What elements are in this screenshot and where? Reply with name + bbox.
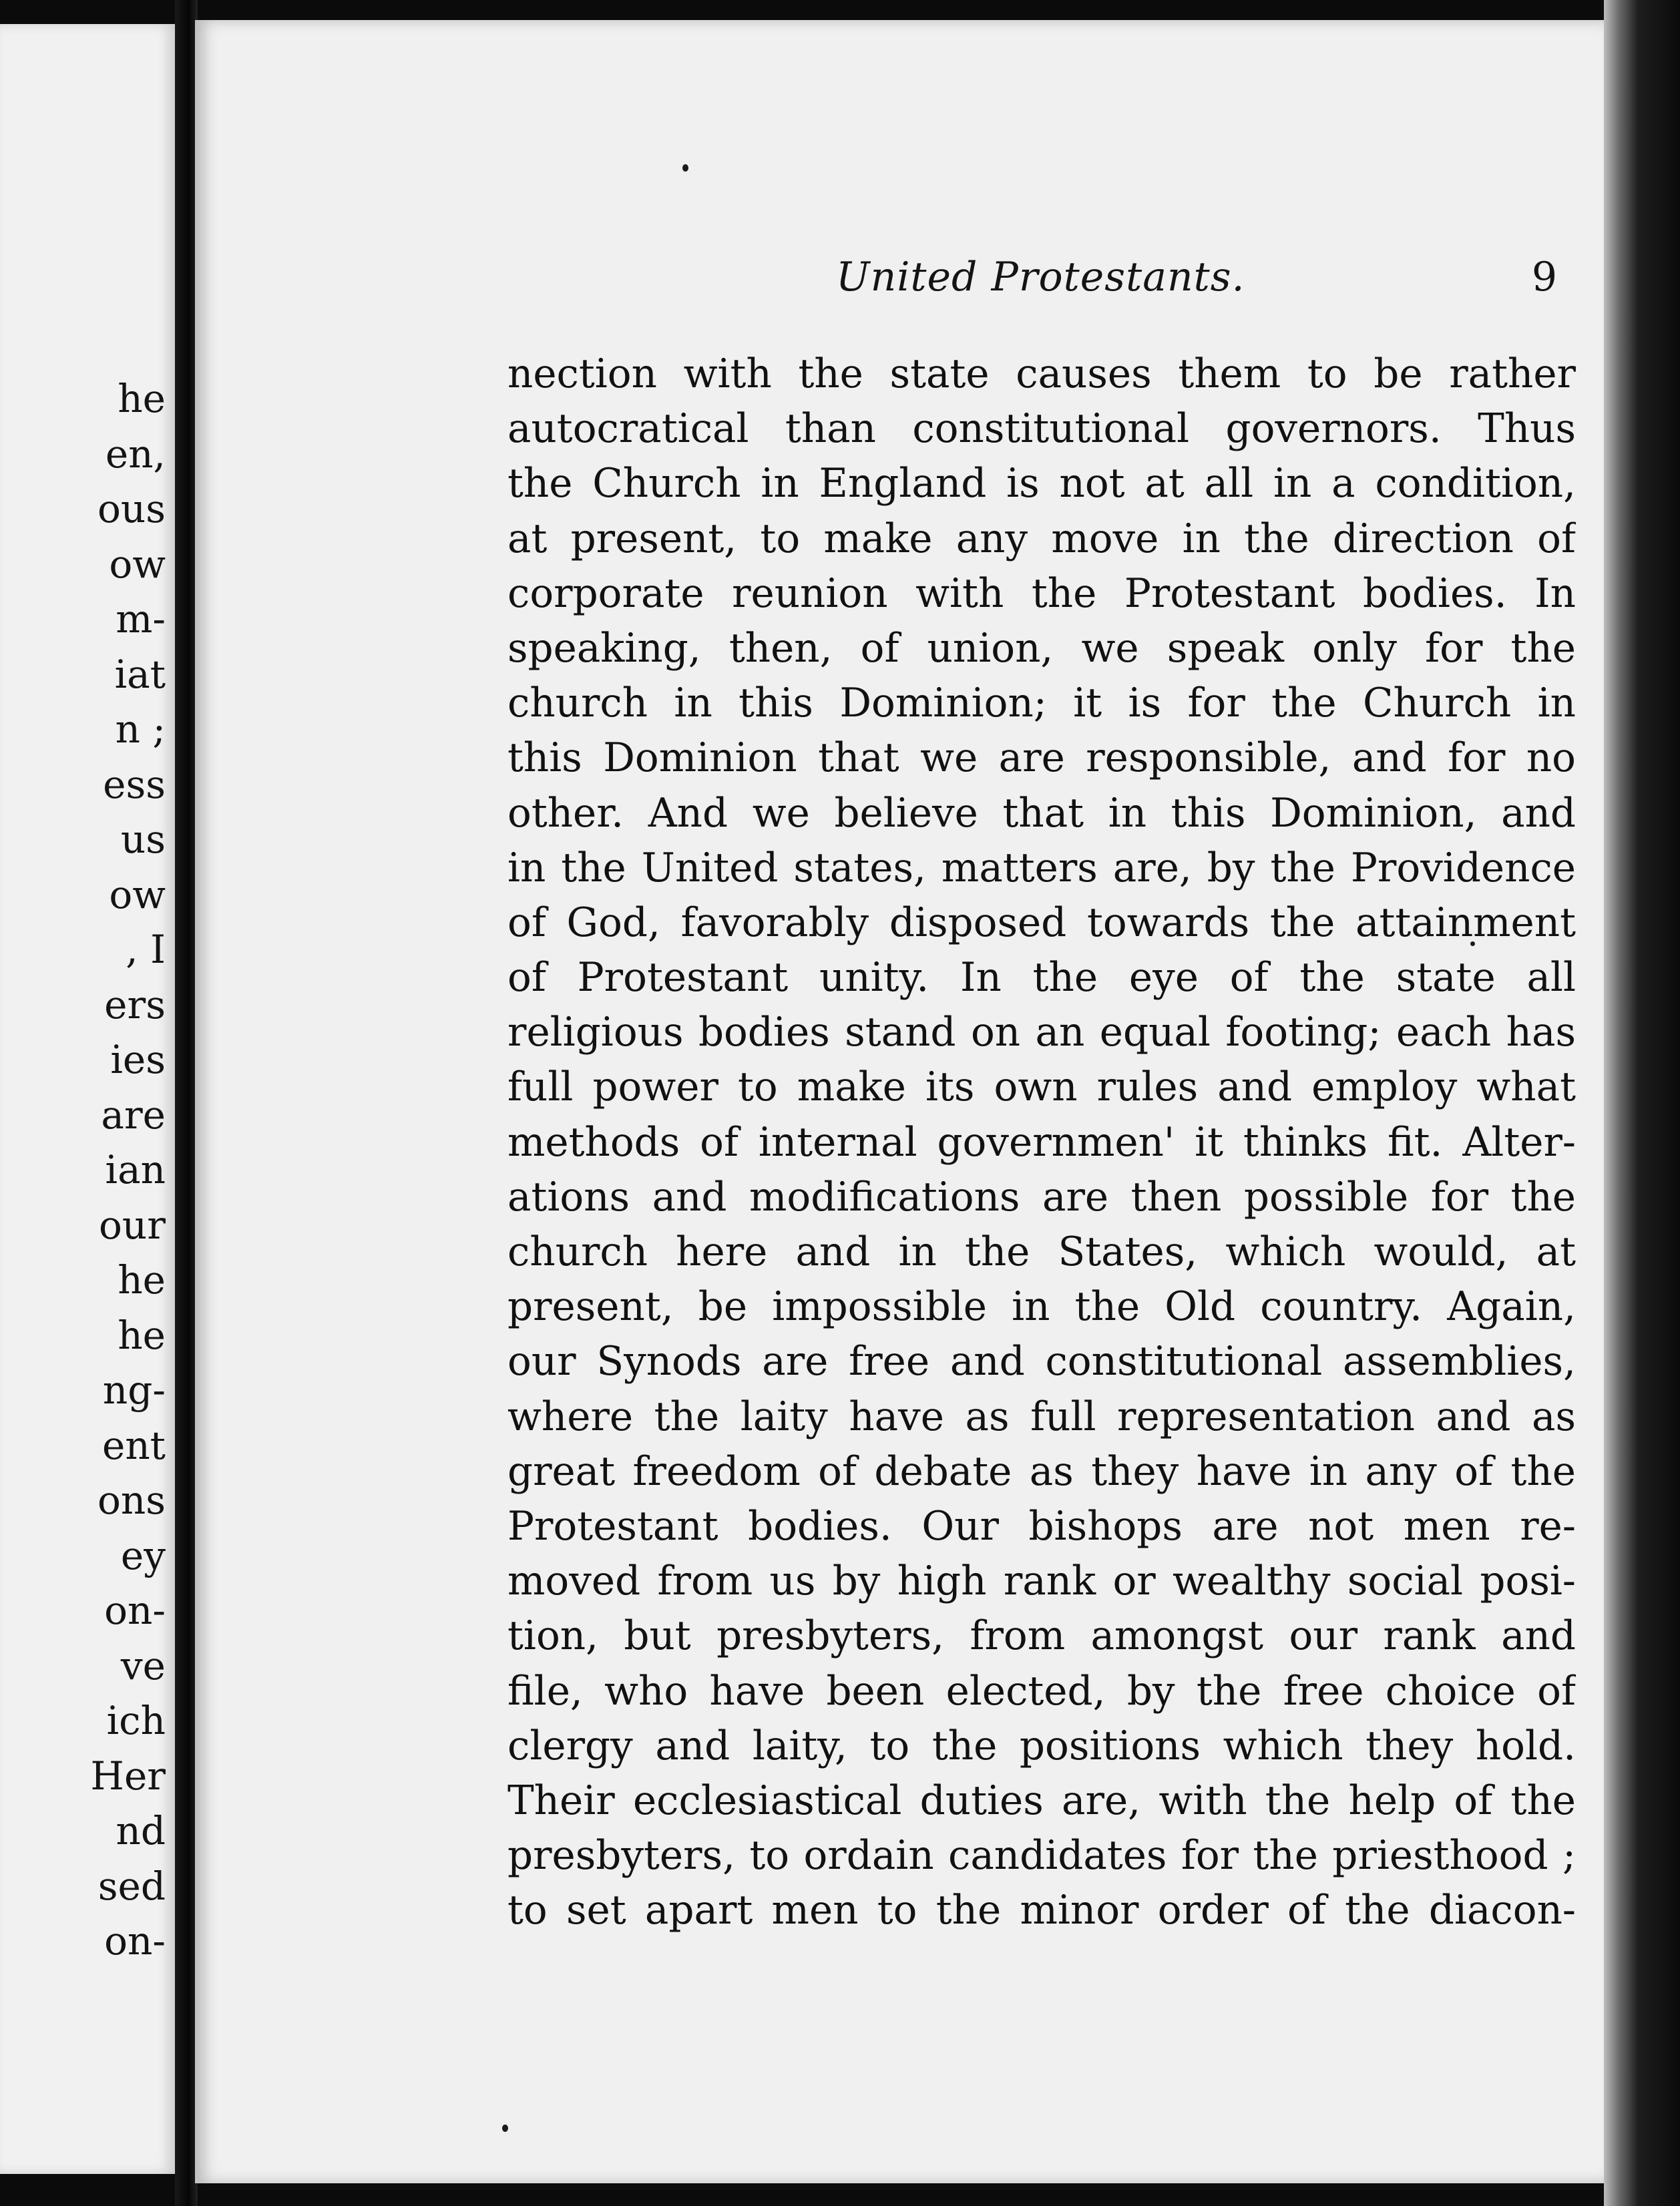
text-line: of Protestant unity. In the eye of the state all [507, 955, 1576, 1002]
text-line: Their ecclesiastical duties are, with the help of the [507, 1777, 1576, 1824]
text-line: where the laity have as full representation and as [507, 1393, 1576, 1440]
left-page-fragment: ng- [102, 1367, 166, 1413]
left-page-fragment: ies [110, 1037, 166, 1082]
text-line: church in this Dominion; it is for the Church in [507, 680, 1576, 727]
left-page-fragment: iat [114, 651, 166, 697]
left-page-fragment: en, [105, 431, 166, 477]
left-page-fragment: ow [109, 541, 166, 587]
text-line: religious bodies stand on an equal footing; each has [507, 1010, 1576, 1056]
left-page-fragment: ess [103, 761, 166, 807]
text-line: tion, but presbyters, from amongst our rank and [507, 1613, 1576, 1660]
left-page-fragment: sed [97, 1863, 166, 1909]
left-page-fragment: n ; [115, 706, 166, 752]
text-line: of God, favorably disposed towards the attainment [507, 899, 1576, 946]
text-line: corporate reunion with the Protestant bodies. In [507, 570, 1576, 617]
left-page-fragment: ich [106, 1698, 166, 1743]
left-page-fragment: ent [102, 1422, 166, 1468]
running-head [509, 254, 1557, 314]
text-line: to set apart men to the minor order of the diacon- [507, 1888, 1576, 1934]
left-facing-page [0, 24, 179, 2174]
text-line: speaking, then, of union, we speak only for the [507, 625, 1576, 672]
text-line: our Synods are free and constitutional assemblies, [507, 1339, 1576, 1385]
ink-speck [682, 164, 688, 172]
left-page-fragment: ey [120, 1532, 166, 1578]
text-line: full power to make its own rules and employ what [507, 1064, 1576, 1111]
left-page-fragment: m- [116, 596, 166, 642]
text-line: church here and in the States, which would, at [507, 1229, 1576, 1275]
text-line: in the United states, matters are, by the Providence [507, 845, 1576, 891]
text-line: Protestant bodies. Our bishops are not men re- [507, 1503, 1576, 1550]
text-line: present, be impossible in the Old country. Again, [507, 1284, 1576, 1331]
left-page-fragment: ous [97, 486, 166, 531]
text-line: clergy and laity, to the positions which they hold. [507, 1723, 1576, 1769]
left-page-fragment: ve [120, 1642, 166, 1689]
text-line: autocratical than constitutional governors. Thus [507, 406, 1576, 453]
left-page-fragment: are [101, 1092, 166, 1138]
left-page-fragment: ow [109, 871, 166, 917]
left-page-fragment: our [99, 1202, 166, 1248]
left-page-fragment: ian [105, 1147, 166, 1192]
body-text [507, 347, 1576, 1938]
left-page-fragment: he [118, 1257, 166, 1303]
left-page-fragment: ers [104, 981, 166, 1028]
left-page-text-fragments [90, 371, 166, 1969]
text-line: other. And we believe that in this Dominion, and [507, 790, 1576, 837]
page-edge-shadow [1604, 0, 1680, 2206]
left-page-fragment: on- [104, 1588, 166, 1633]
text-line: this Dominion that we are responsible, and for no [507, 735, 1576, 782]
text-line: great freedom of debate as they have in any of the [507, 1448, 1576, 1495]
main-page [195, 20, 1604, 2183]
text-line: methods of internal governmen' it thinks fit. Alter- [507, 1119, 1576, 1166]
left-page-fragment: on- [104, 1918, 166, 1964]
text-line: at present, to make any move in the direction of [507, 515, 1576, 562]
left-page-fragment: , I [126, 927, 166, 972]
text-line: moved from us by high rank or wealthy social posi- [507, 1558, 1576, 1605]
left-page-fragment: he [118, 376, 166, 421]
left-page-fragment: us [120, 817, 166, 862]
text-line: ations and modifications are then possible for the [507, 1174, 1576, 1221]
page-number: 9 [1531, 254, 1557, 300]
running-title: United Protestants. [836, 254, 1245, 300]
text-line: presbyters, to ordain candidates for the priesthood ; [507, 1833, 1576, 1880]
left-page-fragment: Her [90, 1753, 166, 1799]
left-page-fragment: nd [116, 1808, 166, 1853]
left-page-fragment: he [118, 1312, 166, 1358]
text-line: file, who have been elected, by the free choice of [507, 1668, 1576, 1715]
left-page-fragment: ons [97, 1478, 166, 1523]
ink-speck [502, 2125, 508, 2132]
text-line: nection with the state causes them to be rather [507, 351, 1576, 397]
book-gutter [175, 0, 198, 2206]
text-line: the Church in England is not at all in a condition, [507, 461, 1576, 507]
